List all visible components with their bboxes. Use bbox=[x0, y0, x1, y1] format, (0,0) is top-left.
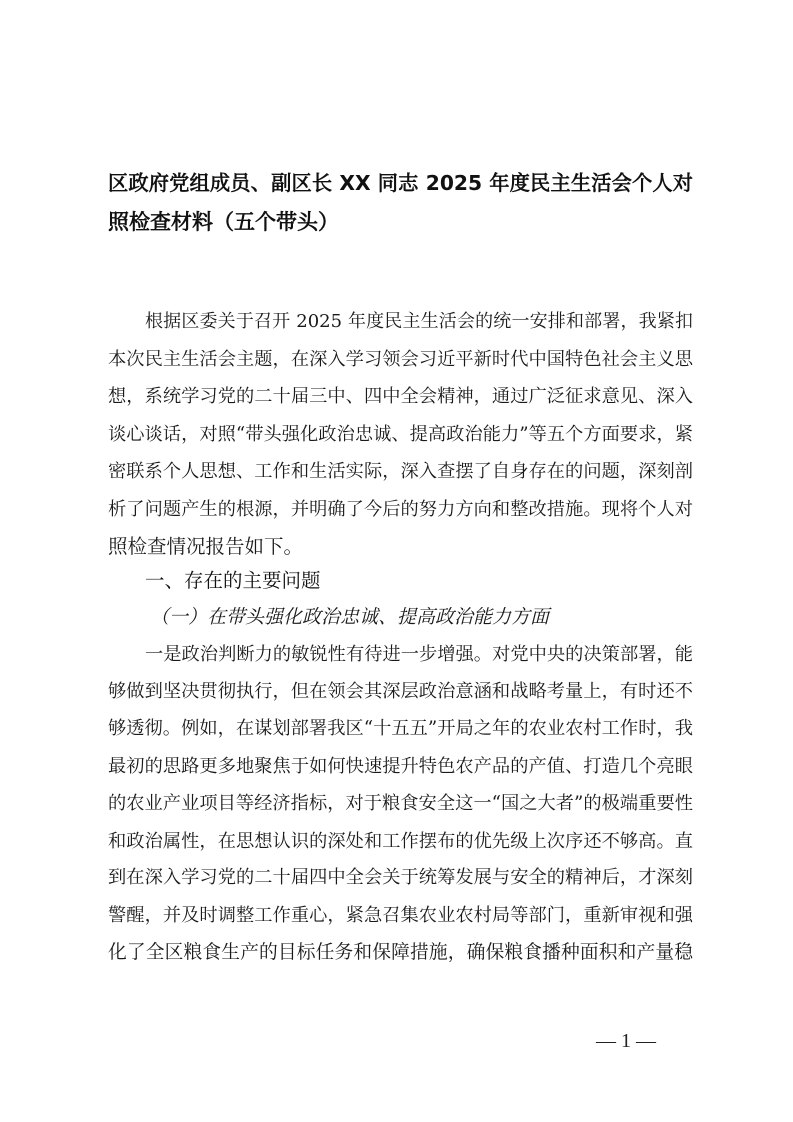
intro-line: 照检查情况报告如下。 bbox=[108, 535, 304, 558]
intro-line: 析了问题产生的根源，并明确了今后的努力方向和整改措施。现将个人对 bbox=[108, 499, 693, 520]
intro-line: 密联系个人思想、工作和生活实际，深入查摆了自身存在的问题，深刻剖 bbox=[108, 461, 693, 482]
intro-line: 谈心谈话，对照“带头强化政治忠诚、提高政治能力”等五个方面要求，紧 bbox=[108, 424, 693, 445]
body-line: 的农业产业项目等经济指标，对于粮食安全这一“国之大者”的极端重要性 bbox=[108, 793, 693, 814]
body-line: 最初的思路更多地聚焦于如何快速提升特色农产品的产值、打造几个亮眼 bbox=[108, 756, 693, 777]
body-line: 够做到坚决贯彻执行，但在领会其深层政治意涵和战略考量上，有时还不 bbox=[108, 681, 693, 702]
section-heading: 一、存在的主要问题 bbox=[145, 569, 321, 592]
body-line: 警醒，并及时调整工作重心，紧急召集农业农村局等部门，重新审视和强 bbox=[108, 905, 693, 926]
intro-line: 根据区委关于召开 2025 年度民主生活会的统一安排和部署，我紧扣 bbox=[145, 311, 693, 332]
intro-line: 想，系统学习党的二十届三中、四中全会精神，通过广泛征求意见、深入 bbox=[108, 386, 693, 407]
body-line: 到在深入学习党的二十届四中全会关于统筹发展与安全的精神后，才深刻 bbox=[108, 867, 693, 888]
intro-line: 本次民主生活会主题，在深入学习领会习近平新时代中国特色社会主义思 bbox=[108, 349, 693, 370]
body-line: 一是政治判断力的敏锐性有待进一步增强。对党中央的决策部署，能 bbox=[145, 644, 693, 665]
body-line: 化了全区粮食生产的目标任务和保障措施，确保粮食播种面积和产量稳 bbox=[108, 942, 693, 963]
document-title-line-2: 照检查材料（五个带头） bbox=[108, 210, 339, 234]
subsection-heading: （一）在带头强化政治忠诚、提高政治能力方面 bbox=[150, 606, 550, 628]
body-line: 和政治属性，在思想认识的深处和工作摆布的优先级上次序还不够高。直 bbox=[108, 831, 693, 852]
body-line: 够透彻。例如，在谋划部署我区“十五五”开局之年的农业农村工作时，我 bbox=[108, 718, 693, 739]
page-number: — 1 — bbox=[596, 1030, 656, 1052]
document-title-line-1: 区政府党组成员、副区长 XX 同志 2025 年度民主生活会个人对 bbox=[108, 171, 693, 195]
